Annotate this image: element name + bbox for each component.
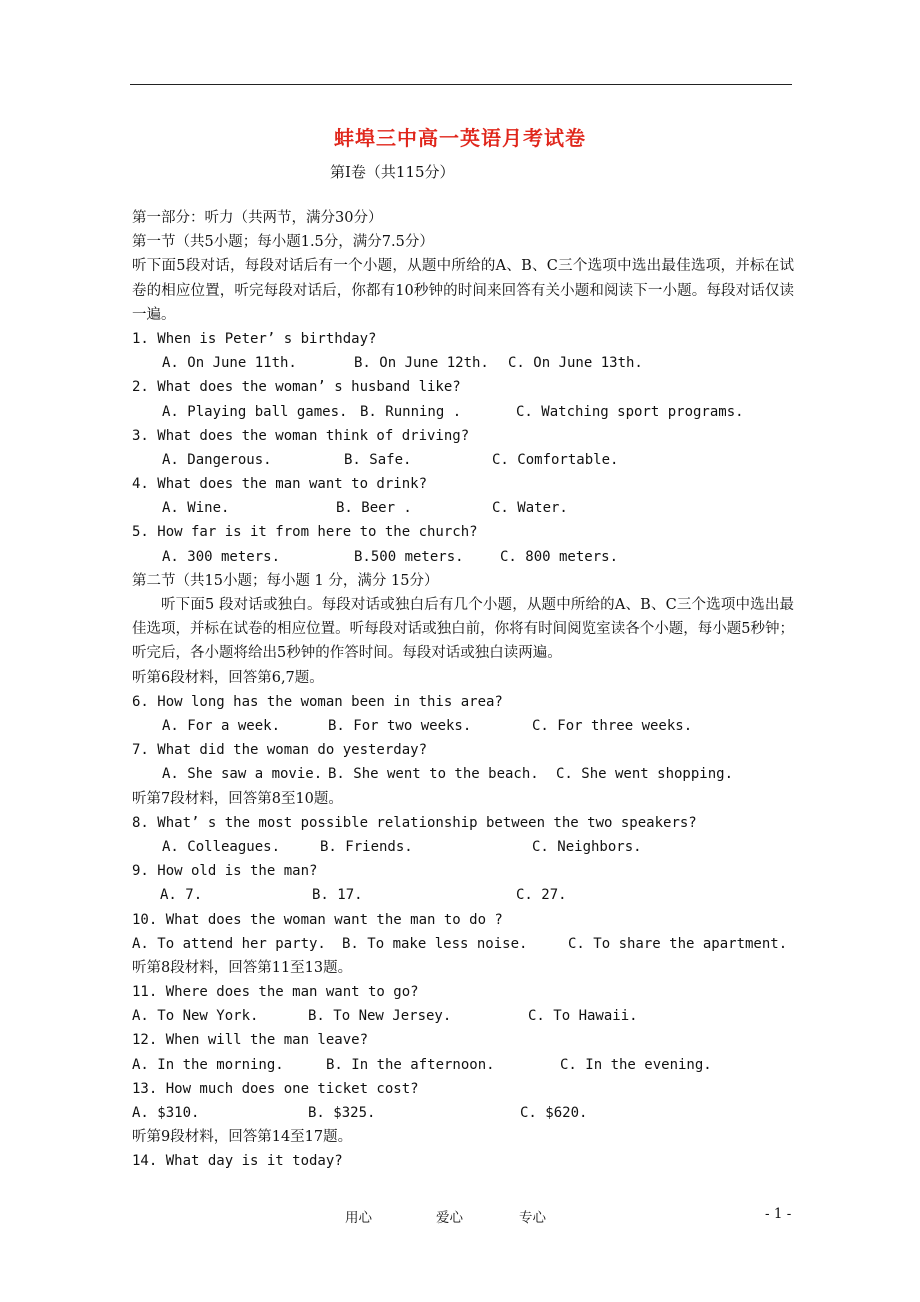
option-2c: C. Watching sport programs.	[516, 403, 744, 420]
exam-content	[132, 206, 794, 1174]
options-13	[132, 1101, 794, 1125]
option-7c: C. She went shopping.	[556, 766, 734, 783]
option-8c: C. Neighbors.	[532, 838, 642, 855]
question-11: 11. Where does the man want to go?	[132, 984, 419, 1001]
options-9	[132, 883, 794, 907]
option-10a: A. To attend her party.	[132, 935, 326, 952]
material-7-heading: 听第7段材料，回答第8至10题。	[132, 790, 343, 807]
question-1: 1. When is Peter’ s birthday?	[132, 330, 377, 347]
question-2: 2. What does the woman’ s husband like?	[132, 379, 461, 396]
options-4	[132, 496, 794, 520]
option-1b: B. On June 12th.	[354, 355, 489, 372]
options-7	[132, 762, 794, 786]
question-7: 7. What did the woman do yesterday?	[132, 742, 428, 759]
option-4a: A. Wine.	[162, 500, 230, 517]
option-5b: B.500 meters.	[354, 548, 464, 565]
option-3a: A. Dangerous.	[162, 451, 272, 468]
section2-instructions: 听下面5 段对话或独白。每段对话或独白后有几个小题，从题中所给的A、B、C三个选项中选出最佳选项，并标在试卷的相应位置。听每段对话或独白前，你将有时间阅览室读各个小题，每小题5秒钟；听完后，各小题将给出5秒钟的作答时间。每段对话或独白读两遍。	[132, 597, 794, 662]
option-5c: C. 800 meters.	[500, 548, 619, 565]
option-13b: B. $325.	[308, 1105, 376, 1122]
option-6b: B. For two weeks.	[328, 718, 472, 735]
material-8-heading: 听第8段材料，回答第11至13题。	[132, 959, 353, 976]
option-2a: A. Playing ball games.	[162, 403, 348, 420]
section1-instructions: 听下面5段对话，每段对话后有一个小题，从题中所给的A、B、C三个选项中选出最佳选项，并标在试卷的相应位置，听完每段对话后，你都有10秒钟的时间来回答有关小题和阅读下一小题。每段对话仅读一遍。	[132, 258, 794, 323]
option-9b: B. 17.	[312, 887, 363, 904]
question-9: 9. How old is the man?	[132, 863, 318, 880]
question-10: 10. What does the woman want the man to do ?	[132, 911, 503, 928]
option-8b: B. Friends.	[320, 838, 413, 855]
option-12b: B. In the afternoon.	[326, 1056, 495, 1073]
option-4b: B. Beer .	[336, 500, 412, 517]
material-9-heading: 听第9段材料，回答第14至17题。	[132, 1129, 353, 1146]
section2-heading: 第二节（共15小题；每小题 1 分，满分 15分）	[132, 572, 439, 589]
question-5: 5. How far is it from here to the church?	[132, 524, 478, 541]
options-11	[132, 1004, 794, 1028]
option-11a: A. To New York.	[132, 1008, 259, 1025]
option-12a: A. In the morning.	[132, 1056, 284, 1073]
option-12c: C. In the evening.	[560, 1056, 712, 1073]
question-8: 8. What’ s the most possible relationship between the two speakers?	[132, 814, 697, 831]
header-rule	[130, 84, 792, 85]
option-4c: C. Water.	[492, 500, 568, 517]
options-1	[132, 351, 794, 375]
section-subtitle: 第Ⅰ卷（共115分）	[330, 163, 455, 181]
options-8	[132, 835, 794, 859]
option-11c: C. To Hawaii.	[528, 1008, 638, 1025]
option-8a: A. Colleagues.	[162, 838, 281, 855]
question-6: 6. How long has the woman been in this area?	[132, 693, 503, 710]
option-1c: C. On June 13th.	[508, 355, 643, 372]
options-2	[132, 400, 794, 424]
question-3: 3. What does the woman think of driving?	[132, 427, 470, 444]
option-13a: A. $310.	[132, 1105, 200, 1122]
question-12: 12. When will the man leave?	[132, 1032, 369, 1049]
option-6c: C. For three weeks.	[532, 718, 693, 735]
options-5	[132, 545, 794, 569]
question-4: 4. What does the man want to drink?	[132, 476, 428, 493]
options-10	[132, 932, 794, 956]
option-3c: C. Comfortable.	[492, 451, 619, 468]
option-10c: C. To share the apartment.	[568, 935, 788, 952]
option-11b: B. To New Jersey.	[308, 1008, 452, 1025]
question-13: 13. How much does one ticket cost?	[132, 1080, 419, 1097]
option-2b: B. Running .	[360, 403, 462, 420]
option-13c: C. $620.	[520, 1105, 588, 1122]
option-5a: A. 300 meters.	[162, 548, 281, 565]
option-10b: B. To make less noise.	[342, 935, 528, 952]
option-6a: A. For a week.	[162, 718, 281, 735]
options-6	[132, 714, 794, 738]
options-12	[132, 1053, 794, 1077]
option-1a: A. On June 11th.	[162, 355, 297, 372]
option-9c: C. 27.	[516, 887, 567, 904]
option-7b: B. She went to the beach.	[328, 766, 539, 783]
footer-middle: 爱心	[436, 1210, 463, 1226]
footer-left: 用心	[345, 1210, 372, 1226]
section1-heading: 第一节（共5小题；每小题1.5分，满分7.5分）	[132, 234, 434, 251]
question-14: 14. What day is it today?	[132, 1153, 343, 1170]
page-number: - 1 -	[765, 1206, 792, 1222]
option-9a: A. 7.	[160, 887, 203, 904]
part1-heading: 第一部分：听力（共两节，满分30分）	[132, 210, 383, 226]
page-title: 蚌埠三中高一英语月考试卷	[334, 126, 586, 150]
option-3b: B. Safe.	[344, 451, 412, 468]
option-7a: A. She saw a movie.	[162, 766, 323, 783]
options-3	[132, 448, 794, 472]
material-6-heading: 听第6段材料，回答第6,7题。	[132, 669, 324, 686]
footer-right: 专心	[519, 1210, 546, 1226]
